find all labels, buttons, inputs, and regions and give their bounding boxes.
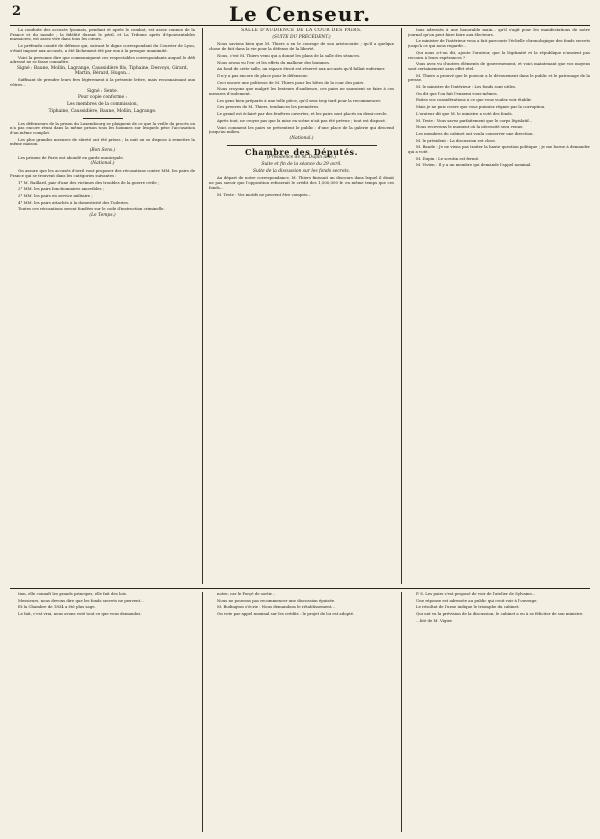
article-paragraph: Faites vos considérations à ce que vous voulez voir établir. bbox=[416, 97, 532, 103]
article-paragraph: M. Baude : Je ne viens pas traiter la haute question politique ; je me borne à demander qui a voté. bbox=[408, 144, 590, 155]
article-paragraph: Les gens bien préparés à une telle pièce, qu'il sera trop tard pour la recommencer. bbox=[217, 97, 382, 103]
article-paragraph: Nous recevrons le moment où la nécessité sera venue. bbox=[416, 124, 524, 130]
article-paragraph: La conduite des accusés lyonnais, pendant et après le combat, est assez connue de la France et du monde ; la fidélité durant le péril, et La Tribune après d'épouvantables massacres, est assez vive dans tous les cœurs. bbox=[10, 28, 195, 42]
signature: Signé : Sente. bbox=[86, 88, 119, 94]
column-1 bbox=[10, 28, 195, 584]
article-paragraph: Les membres du cabinet ont voulu conserver une direction. bbox=[416, 130, 534, 136]
chambre-presidence: (Présidence de M. Dupin aîné.) bbox=[266, 155, 337, 161]
article-paragraph: Nous savions bien que M. Thiers a en le courage de son aristocratie ; qu'il a quelque chose de fait dans la vie pour la défense de la liberté. bbox=[209, 41, 394, 52]
article-paragraph: Mais je ne puis croire que vous puissiez régner par la corruption. bbox=[416, 104, 546, 110]
article-paragraph: On vote par appel nominal sur les crédits : le projet de loi est adopté. bbox=[217, 611, 355, 617]
list-item: 3° MM. les pairs en service militaire ; bbox=[18, 192, 93, 198]
article-paragraph: Au départ de notre correspondance, M. Thiers finissait un discours dans lequel il disait ne pas savoir que l'opposition refuserait le crédit des 1,500,000 fr. en même temps que ces fonds... bbox=[209, 175, 394, 190]
article-paragraph: Le ministre de l'intérieur vous a fait parcourir l'échelle chronologique des fonds secrets jusqu'à ce qui nous regarde... bbox=[408, 38, 590, 49]
article-paragraph: Vous avez vu d'autres éléments de gouvernement, et voici maintenant que vos moyens sont certainement sans effet réel. bbox=[408, 61, 590, 71]
article-paragraph: Le fait, c'est vrai, nous avons voté tout ce que vous demandez. bbox=[18, 611, 142, 617]
article-paragraph: Une réponse est adressée au public qui croit voir à l'ouvrage. bbox=[416, 597, 538, 603]
lower-section-rule bbox=[10, 588, 590, 589]
column-separator bbox=[401, 28, 402, 584]
article-paragraph: tion, elle connaît les grands principes, elle fait des lois. bbox=[18, 592, 128, 596]
article-paragraph: P. S. Les pairs s'est proposé de voir de l'atelier de Sylvaine... bbox=[416, 592, 536, 596]
article-paragraph: Suffisant de prendre leurs fers légèrement à la présente lettre, mais reconnaissant aux vôtres... bbox=[10, 77, 195, 88]
article-paragraph: M. Teste : Vous savez parfaitement que le corps législatif... bbox=[416, 117, 533, 123]
article-paragraph: Au fond de cette salle, un espace étroit est réservé aux accusés qu'il fallait enfermer. bbox=[217, 66, 386, 72]
lower-column-1 bbox=[10, 592, 195, 832]
article-paragraph: Voici la personne dire que communiquent ces respectables correspondants auquel le défi adressé ne se fasse connaître. bbox=[10, 54, 195, 65]
newspaper-page bbox=[10, 4, 590, 834]
article-paragraph: notre, car le Forçé de sortir... bbox=[217, 592, 276, 596]
section-heading: SALLE D'AUDIENCE DE LA COUR DES PAIRS. bbox=[241, 28, 362, 33]
article-paragraph: Qui ont vu la prévision de la discussion, le cabinet a eu à se féliciter de son ministre. bbox=[416, 611, 584, 617]
source-credit: (Bon Sens.) bbox=[89, 148, 116, 154]
column-2 bbox=[209, 28, 394, 584]
article-paragraph: Nous ne pouvons pas recommencer une discussion épuisée. bbox=[217, 597, 336, 603]
article-paragraph: L'orateur dit que M. le ministre a voté des fonds. bbox=[416, 110, 513, 116]
article-paragraph: Toutes ces récusations seront fondées sur le code d'instruction criminelle. bbox=[18, 206, 165, 212]
column-separator bbox=[202, 592, 203, 832]
section-subheading: (SUITE DU PRÉCÉDENT.) bbox=[272, 34, 331, 40]
chambre-heading: Chambre des Députés. bbox=[245, 146, 358, 157]
source-credit: (National.) bbox=[289, 135, 314, 141]
article-paragraph: Ces preuves de M. Thiers, tendances les premières. bbox=[217, 104, 320, 110]
list-item: 2° MM. les pairs fonctionnaires amovibles ; bbox=[18, 186, 104, 192]
lower-column-2 bbox=[209, 592, 394, 832]
article-paragraph: M. Bodington s'écrie : Nous demandons le rétablissement... bbox=[217, 604, 336, 610]
source-credit: (Le Temps.) bbox=[89, 213, 116, 219]
article-paragraph: M. le président : La discussion est close. bbox=[416, 137, 497, 143]
section-divider bbox=[83, 118, 123, 119]
article-paragraph: M. Teste : Vos motifs ne peuvent être compris... bbox=[217, 191, 312, 197]
lower-column-3 bbox=[408, 592, 590, 832]
copy-note: Pour copie conforme : bbox=[78, 95, 127, 101]
article-paragraph: M. Dupin : Le scrutin est fermé. bbox=[416, 155, 480, 161]
chambre-seance: Suite et fin de la séance du 29 avril. bbox=[261, 162, 342, 168]
column-3 bbox=[408, 28, 590, 584]
list-item: 1° M. Raillard, pair d'une des victimes des troubles de la guerre civile ; bbox=[18, 179, 160, 185]
article-paragraph: Et la Chambre de 1834 a été plus sage. bbox=[18, 604, 96, 610]
column-separator bbox=[202, 28, 203, 584]
article-paragraph: Les défenseurs de la prison du Luxembourg se plaignent de ce que la veille du procès on n'a pas encore réuni dans la même prison tous les hommes sur lesquels pèse l'accusation d'un même complot. bbox=[10, 120, 195, 135]
article-paragraph: Le résultat de l'urne indique le triomphe du cabinet. bbox=[416, 604, 520, 610]
chambre-discussion: Suite de la discussion sur les fonds secrets. bbox=[253, 168, 350, 174]
article-paragraph: Les prisons de Paris ont abondé en garde municipale. bbox=[18, 154, 124, 160]
section-divider bbox=[227, 145, 377, 146]
article-paragraph: Les plus grandes mesures de sûreté ont été prises ; la nuit on se dispose à remettre la même maison. bbox=[10, 136, 195, 147]
masthead bbox=[10, 4, 590, 24]
list-item: 4° MM. les pairs attachés à la domesticité des Tuileries. bbox=[18, 199, 130, 205]
newspaper-title: Le Censeur. bbox=[228, 2, 372, 26]
article-paragraph: …lité de M. Vigier. bbox=[416, 617, 453, 623]
article-paragraph: Le grand est éclairé par des fenêtres ouvertes, et les pairs sont placés en demi-cercle. bbox=[217, 111, 388, 117]
article-paragraph: Messieurs, nous devons dire que les fonds secrets ne peuvent... bbox=[18, 597, 144, 603]
column-separator bbox=[401, 592, 402, 832]
article-paragraph: Il n'y a pas encore de place pour le défenseur. bbox=[217, 72, 308, 78]
article-paragraph: Nous, c'est M. Thiers venu qui a donné les plans de la salle des séances. bbox=[217, 52, 361, 58]
article-paragraph: Qui nous a-t-on dit, ajoute l'orateur, que la légitimité et la république n'avaient pas recouru à leurs espérances ? bbox=[408, 49, 590, 60]
article-paragraph: Après tout, ne croyez pas que la mise en scène n'ait pas été prévue ; tout est disposé. bbox=[217, 117, 387, 123]
article-paragraph: M. Thiers a prouvé que le pouvoir a le dévouement dans le public et le patronage de la presse. bbox=[408, 72, 590, 83]
article-paragraph: M. Vivien : Il y a un membre qui demande l'appel nominal. bbox=[416, 162, 532, 168]
article-paragraph: Nous croyons que malgré les lenteurs d'audience, ces pairs ne sauraient se faire à ces mesures d'isolement. bbox=[209, 86, 394, 97]
page-number: 2 bbox=[12, 4, 22, 19]
article-paragraph: Le préfendu comité de défense qui, suivant le digne correspondant du Courrier de Lyon, s'était imposé aux accusés, a été lâchement été par eux à la presque unanimité. bbox=[10, 43, 195, 53]
source-credit: (National.) bbox=[90, 161, 115, 167]
article-paragraph: Voici comment les pairs se présentent le public : d'une place de la galerie qui descend jusqu'au milieu. bbox=[209, 124, 394, 135]
masthead-rule bbox=[10, 25, 590, 26]
commission-label: Les membres de la commission, bbox=[66, 102, 139, 108]
article-paragraph: On assure que les accusés d'avril vont proposer des récusations contre MM. les pairs de France qui se trouvent dans les catégories suivantes : bbox=[10, 168, 195, 178]
article-paragraph: tous adressés à une honorable main... qu'il s'agit pour les manifestations de notre journal qu'on peut faire faire aux électeurs. bbox=[408, 28, 590, 37]
article-paragraph: M. le ministre de l'intérieur : Les fonds sont utiles. bbox=[416, 84, 517, 90]
signatures: Signé : Baune, Mollin, Lagrange, Caussidière fils, Tiphaine, Desvoys, Girard, Martin, Bérard, Hugon... bbox=[16, 65, 189, 76]
commission-names: Tiphaine, Caussidière, Baune, Mollin, Lagrange. bbox=[48, 108, 157, 114]
article-paragraph: Ceci encore une politesse de M. Thiers pour les hôtes de la cour des pairs. bbox=[217, 79, 365, 85]
article-paragraph: On dit que l'on fait l'ennemi vous-mêmes. bbox=[416, 90, 498, 96]
article-paragraph: Nous avons vu l'ex- et les effets du malheur des hommes. bbox=[217, 59, 331, 65]
